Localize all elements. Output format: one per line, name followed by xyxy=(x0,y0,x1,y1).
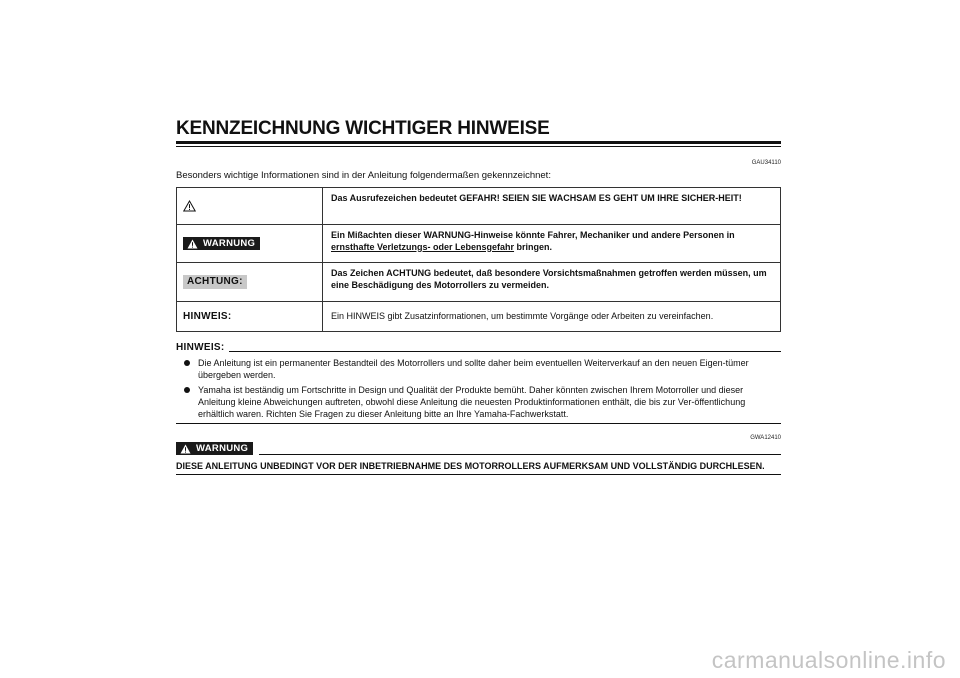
manual-page xyxy=(176,118,781,475)
doc-code: GAU34110 xyxy=(751,160,781,166)
warning-text: DIESE ANLEITUNG UNBEDINGT VOR DER INBETRIEBNAHME DES MOTORROLLERS AUFMERKSAM UND VOLLSTÄNDIG DURCHLESEN. xyxy=(176,461,765,471)
legend-row-danger xyxy=(177,188,780,224)
warning-badge xyxy=(183,237,260,250)
divider xyxy=(259,454,781,455)
note-heading: HINWEIS: xyxy=(176,342,225,353)
legend-note-text: Ein HINWEIS gibt Zusatzinformationen, um bestimmte Vorgänge oder Arbeiten zu vereinfachen. xyxy=(331,310,714,321)
watermark: carmanualsonline.info xyxy=(711,647,946,673)
divider xyxy=(176,474,781,475)
note-heading-row xyxy=(176,342,781,354)
legend-warning-text: Ein Mißachten dieser WARNUNG-Hinweise könnte Fahrer, Mechaniker und andere Personen in ernsthafte Verletzungs- oder Lebensgefahr bringen. xyxy=(331,230,735,252)
emphasis-underline: ernsthafte Verletzungs- oder Lebensgefahr xyxy=(331,241,515,252)
warning-badge xyxy=(176,442,253,455)
warning-triangle-icon xyxy=(187,239,198,249)
legend-row-note xyxy=(177,301,780,331)
legend-table xyxy=(176,187,781,332)
title-underline xyxy=(176,146,781,147)
page-title: KENNZEICHNUNG WICHTIGER HINWEISE xyxy=(176,118,781,144)
bullet-icon xyxy=(184,360,190,366)
bullet-icon xyxy=(184,387,190,393)
note-list xyxy=(176,357,781,420)
list-item: Die Anleitung ist ein permanenter Bestandteil des Motorrollers und sollte daher beim eventuellen Weiterverkauf an den neuen Eigen-tümer übergeben werden. xyxy=(176,357,781,381)
divider xyxy=(176,423,781,424)
legend-row-caution xyxy=(177,262,780,301)
legend-caution-text: Das Zeichen ACHTUNG bedeutet, daß besondere Vorsichtsmaßnahmen getroffen werden müssen, um eine Beschädigung des Motorrollers zu vermeiden. xyxy=(331,268,767,290)
warning-badge-label: WARNUNG xyxy=(203,238,256,249)
warning-badge-label: WARNUNG xyxy=(196,443,249,454)
legend-row-warning xyxy=(177,224,780,262)
doc-code: GWA12410 xyxy=(750,435,781,441)
warning-triangle-icon xyxy=(180,444,191,454)
caution-badge: ACHTUNG: xyxy=(183,275,247,289)
list-item: Yamaha ist beständig um Fortschritte in Design und Qualität der Produkte bemüht. Daher könnten zwischen Ihrem Motorroller und dieser Anleitung kleine Abweichungen auftreten, obwohl diese Anleitung die neuesten Produktinformationen enthält, die bis zur Ver-öffentlichung erhältlich waren. Richten Sie Fragen zu dieser Anleitung bitte an Ihre Yamaha-Fachwerkstatt. xyxy=(176,384,781,420)
note-label: HINWEIS: xyxy=(183,311,232,322)
warning-heading-row xyxy=(176,442,781,455)
legend-danger-text: Das Ausrufezeichen bedeutet GEFAHR! SEIEN SIE WACHSAM ES GEHT UM IHRE SICHER-HEIT! xyxy=(331,193,742,203)
warning-triangle-icon xyxy=(183,200,196,212)
divider xyxy=(229,351,781,352)
intro-text: Besonders wichtige Informationen sind in der Anleitung folgendermaßen gekennzeichnet: xyxy=(176,170,551,181)
